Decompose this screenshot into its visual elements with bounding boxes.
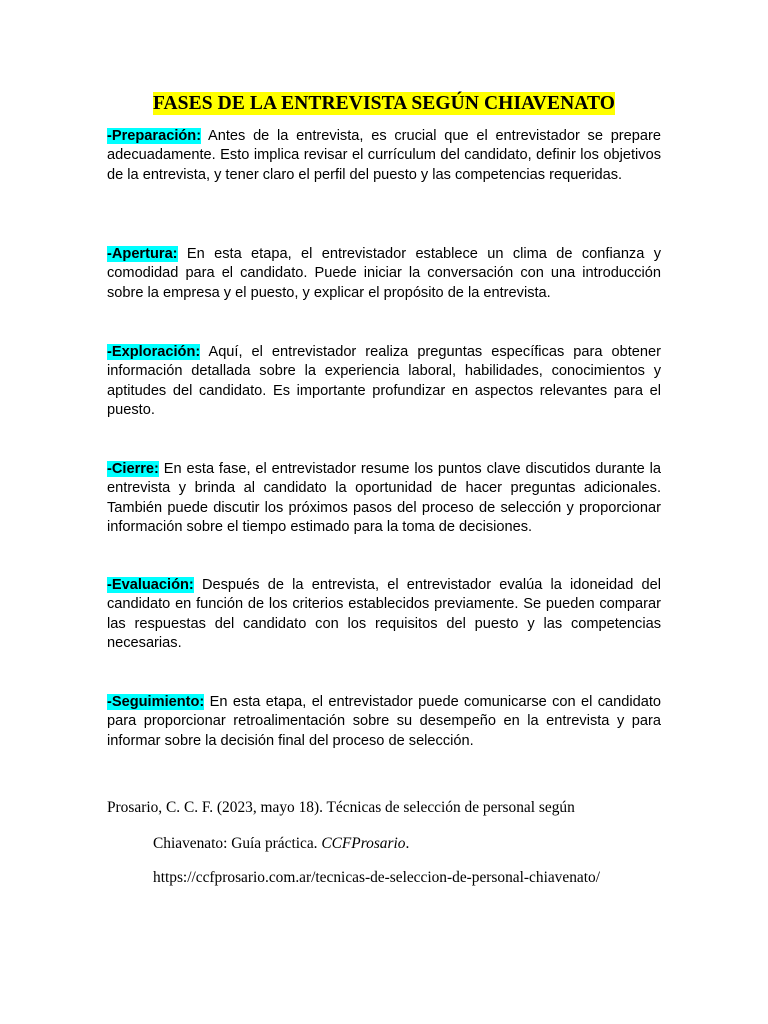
section-cierre [107,460,661,537]
page-title: FASES DE LA ENTREVISTA SEGÚN CHIAVENATO [152,93,616,114]
section-text: Después de la entrevista, el entrevistador evalúa la idoneidad del candidato en función de los criterios establecidos previamente. Se pueden comparar las respuestas del candidato con los requisitos del puesto y las competencias necesarias. [107,577,661,651]
section-label: -Evaluación: [107,577,194,593]
section-text: En esta fase, el entrevistador resume los puntos clave discutidos durante la entrevista y brinda al candidato la oportunidad de hacer preguntas adicionales. También puede discutir los próximos pasos del proceso de selección y proporcionar información sobre el tiempo estimado para la toma de decisiones. [107,461,661,535]
section-exploracion [107,343,661,420]
section-label: -Cierre: [107,461,159,477]
section-evaluacion [107,576,661,653]
reference-line-1: Prosario, C. C. F. (2023, mayo 18). Técnicas de selección de personal según [107,799,575,816]
reference-period: . [405,835,410,852]
section-label: -Seguimiento: [107,694,205,710]
section-label: -Apertura: [107,246,178,262]
reference-url[interactable]: https://ccfprosario.com.ar/tecnicas-de-seleccion-de-personal-chiavenato/ [153,869,600,886]
section-apertura [107,245,661,303]
title-container [0,92,768,116]
section-text: Aquí, el entrevistador realiza preguntas específicas para obtener información detallada sobre la experiencia laboral, habilidades, conocimientos y aptitudes del candidato. Es importante profundizar en aspectos relevantes para el puesto. [107,344,661,418]
section-preparacion [107,127,661,185]
section-text: Antes de la entrevista, es crucial que el entrevistador se prepare adecuadamente. Esto implica revisar el currículum del candidato, definir los objetivos de la entrevista, y tener claro el perfil del puesto y las competencias requeridas. [107,128,661,183]
section-text: En esta etapa, el entrevistador establece un clima de confianza y comodidad para el candidato. Puede iniciar la conversación con una introducción sobre la empresa y el puesto, y explicar el propósito de la entrevista. [107,246,661,301]
section-label: -Exploración: [107,344,201,360]
reference-source: CCFProsario [321,835,406,852]
section-seguimiento [107,693,661,751]
reference-title: Chiavenato: Guía práctica. [153,835,322,852]
section-label: -Preparación: [107,128,202,144]
reference-line-2 [153,834,409,854]
section-text: En esta etapa, el entrevistador puede comunicarse con el candidato para proporcionar retroalimentación sobre su desempeño en la entrevista y para informar sobre la decisión final del proceso de selección. [107,694,661,749]
